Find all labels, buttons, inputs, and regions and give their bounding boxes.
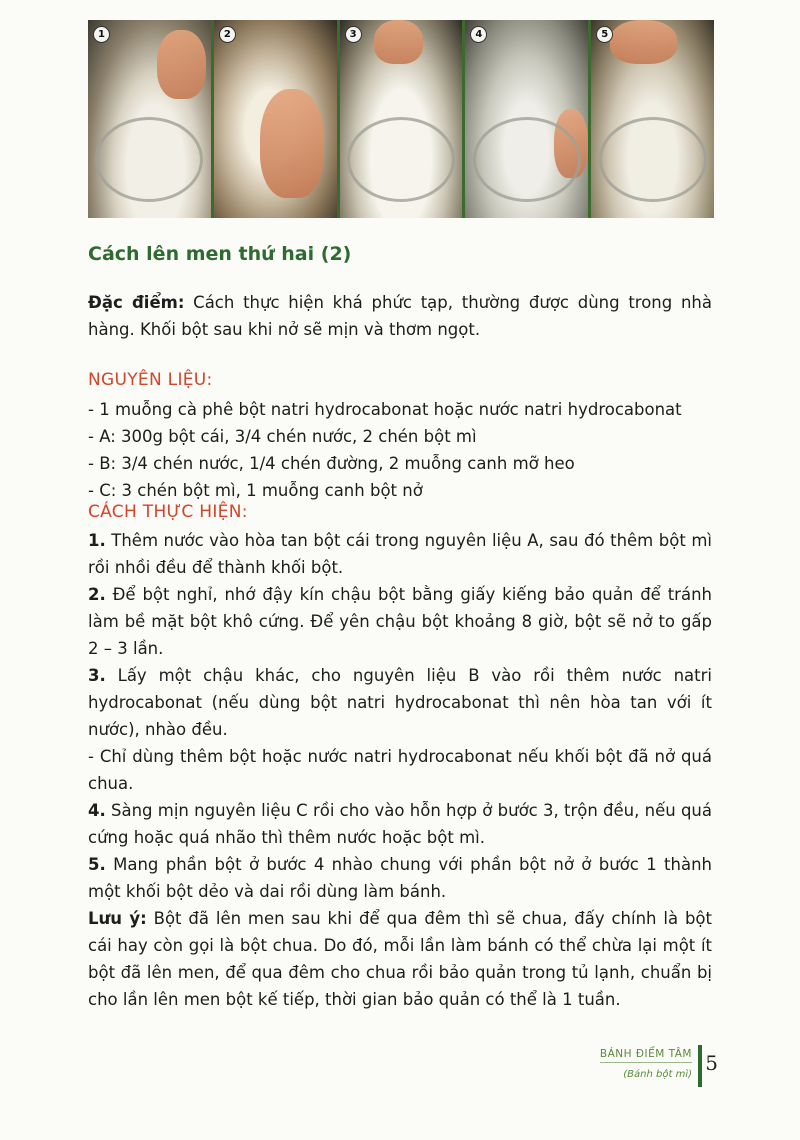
footer-subtitle: (Bánh bột mì) [623, 1069, 692, 1080]
photo-step-badge: 1 [93, 26, 110, 43]
photo-step-badge: 5 [596, 26, 613, 43]
step-number: 2. [88, 585, 106, 604]
method-heading: CÁCH THỰC HIỆN: [88, 502, 248, 522]
intro-label: Đặc điểm: [88, 293, 185, 312]
note-label: Lưu ý: [88, 909, 147, 928]
ingredients-list [88, 396, 712, 504]
ingredient-item: - 1 muỗng cà phê bột natri hydrocabonat hoặc nước natri hydrocabonat [88, 400, 682, 419]
step-text: Mang phần bột ở bước 4 nhào chung với phần bột nở ở bước 1 thành một khối bột dẻo và dai rồi dùng làm bánh. [88, 855, 712, 901]
step-text: Để bột nghỉ, nhớ đậy kín chậu bột bằng giấy kiếng bảo quản để tránh làm bề mặt bột khô cứng. Để yên chậu bột khoảng 8 giờ, bột sẽ nở to gấp 2 – 3 lần. [88, 585, 712, 658]
note-paragraph [88, 905, 712, 1013]
method-steps [88, 527, 712, 1013]
step-item [88, 797, 712, 851]
section-title: Cách lên men thứ hai (2) [88, 243, 352, 265]
step-number: 3. [88, 666, 106, 685]
step-number: 5. [88, 855, 106, 874]
step-text: - Chỉ dùng thêm bột hoặc nước natri hydrocabonat nếu khối bột đã nở quá chua. [88, 747, 712, 793]
step-item [88, 581, 712, 662]
photo-strip [88, 20, 714, 218]
footer-divider [698, 1045, 702, 1087]
step-photo-1 [88, 20, 211, 218]
page-footer [599, 1045, 718, 1089]
step-text: Lấy một chậu khác, cho nguyên liệu B vào rồi thêm nước natri hydrocabonat (nếu dùng bột natri hydrocabonat thì nên hòa tan với ít nước), nhào đều. [88, 666, 712, 739]
step-photo-5 [591, 20, 714, 218]
step-photo-4 [465, 20, 588, 218]
step-item [88, 851, 712, 905]
step-item [88, 527, 712, 581]
ingredient-item: - B: 3/4 chén nước, 1/4 chén đường, 2 muỗng canh mỡ heo [88, 454, 575, 473]
step-number: 4. [88, 801, 106, 820]
photo-step-badge: 4 [470, 26, 487, 43]
step-number: 1. [88, 531, 106, 550]
intro-paragraph [88, 289, 712, 343]
step-photo-2 [214, 20, 337, 218]
step-text: Sàng mịn nguyên liệu C rồi cho vào hỗn hợp ở bước 3, trộn đều, nếu quá cứng hoặc quá nhão thì thêm nước hoặc bột mì. [88, 801, 712, 847]
step-text: Thêm nước vào hòa tan bột cái trong nguyên liệu A, sau đó thêm bột mì rồi nhồi đều để thành khối bột. [88, 531, 712, 577]
intro-text: Cách thực hiện khá phức tạp, thường được dùng trong nhà hàng. Khối bột sau khi nở sẽ mịn và thơm ngọt. [88, 293, 712, 339]
footer-category: BÁNH ĐIỂM TÂM [600, 1048, 692, 1063]
step-item [88, 662, 712, 743]
ingredient-item: - C: 3 chén bột mì, 1 muỗng canh bột nở [88, 481, 423, 500]
note-text: Bột đã lên men sau khi để qua đêm thì sẽ chua, đấy chính là bột cái hay còn gọi là bột chua. Do đó, mỗi lần làm bánh có thể chừa lại một ít bột đã lên men, để qua đêm cho chua rồi bảo quản trong tủ lạnh, chuẩn bị cho lần lên men bột kế tiếp, thời gian bảo quản có thể là 1 tuần. [88, 909, 712, 1009]
ingredient-item: - A: 300g bột cái, 3/4 chén nước, 2 chén bột mì [88, 427, 477, 446]
photo-step-badge: 2 [219, 26, 236, 43]
ingredients-heading: NGUYÊN LIỆU: [88, 370, 213, 390]
photo-step-badge: 3 [345, 26, 362, 43]
page-number: 5 [705, 1051, 718, 1075]
step-photo-3 [340, 20, 463, 218]
step-note [88, 743, 712, 797]
